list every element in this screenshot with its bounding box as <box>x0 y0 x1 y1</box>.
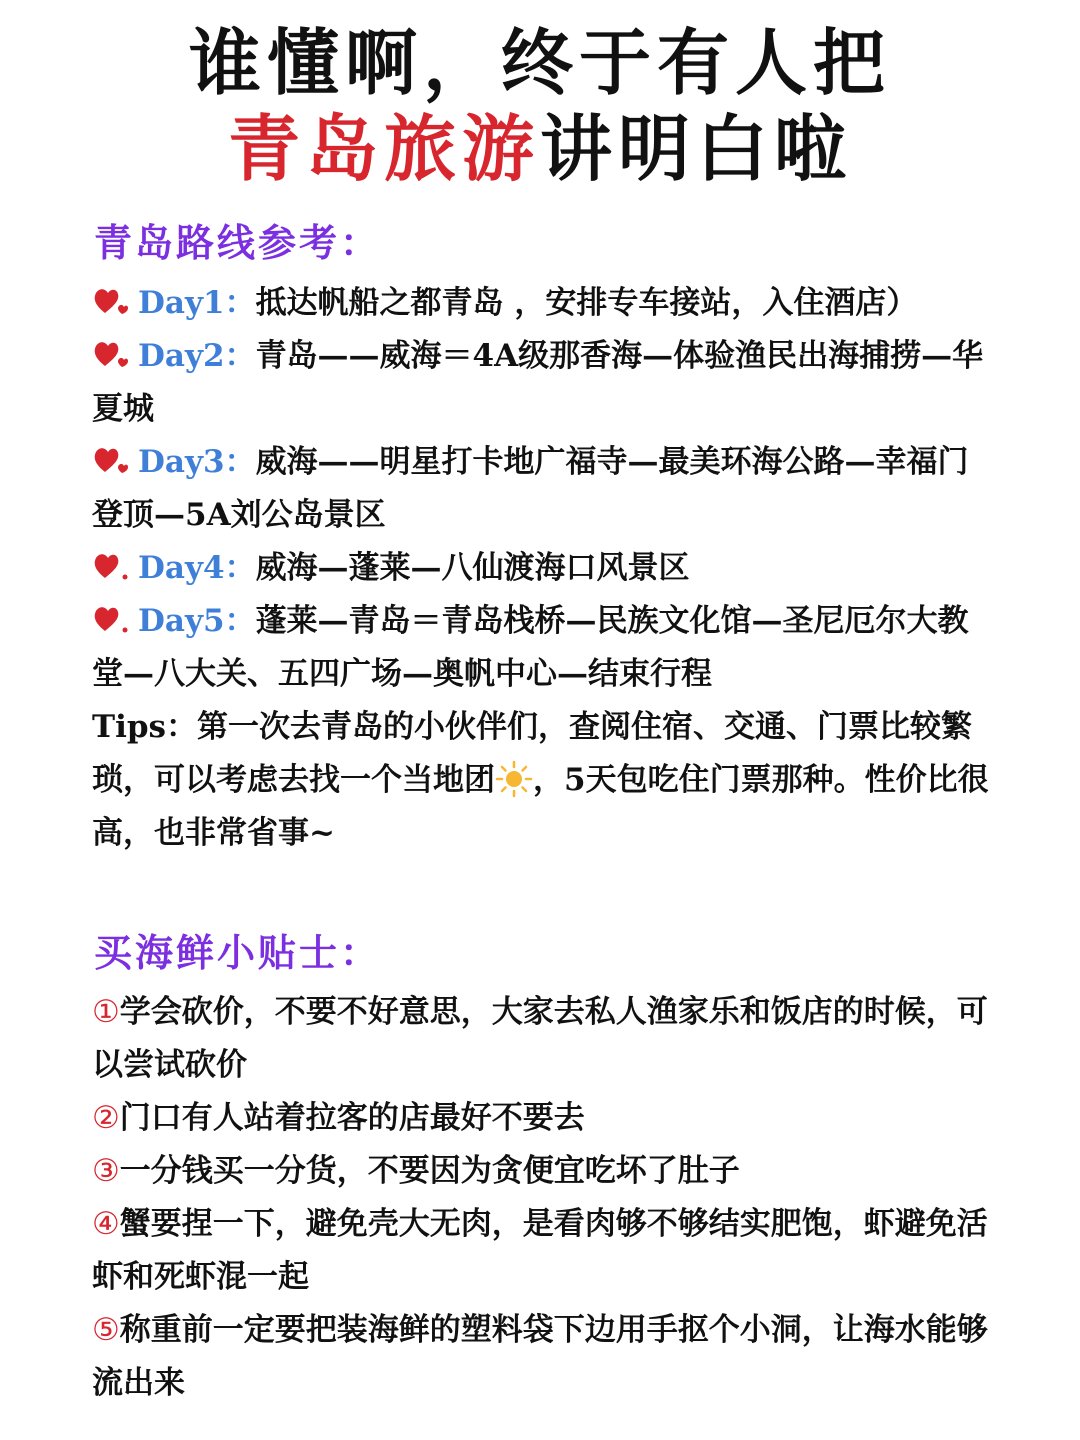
day-label: Day5： <box>138 603 256 639</box>
seafood-tip-5 <box>92 1304 992 1410</box>
heart-icon <box>92 548 136 584</box>
tip-number: ② <box>92 1100 120 1136</box>
route-day-5 <box>92 595 992 701</box>
heart-icon <box>92 442 136 478</box>
seafood-tip-2 <box>92 1092 992 1145</box>
day-text: 青岛——威海＝4A级那香海—体验渔民出海捕捞—华夏城 <box>92 338 984 427</box>
route-day-3 <box>92 436 992 542</box>
tip-text: 蟹要捏一下，避免壳大无肉，是看肉够不够结实肥饱，虾避免活虾和死虾混一起 <box>92 1206 988 1295</box>
heart-icon <box>92 336 136 372</box>
seafood-list <box>92 986 992 1410</box>
day-label: Day2： <box>138 338 256 374</box>
day-text: 威海—蓬莱—八仙渡海口风景区 <box>255 550 690 586</box>
seafood-tip-1 <box>92 986 992 1092</box>
route-section-heading: 青岛路线参考： <box>94 220 382 265</box>
tip-text: 门口有人站着拉客的店最好不要去 <box>119 1100 585 1136</box>
tip-number: ④ <box>92 1206 120 1242</box>
tip-number: ⑤ <box>92 1312 120 1348</box>
tip-text: 学会砍价，不要不好意思，大家去私人渔家乐和饭店的时候，可以尝试砍价 <box>92 994 988 1083</box>
day-label: Day4： <box>138 550 256 586</box>
route-day-2 <box>92 330 992 436</box>
tips-text-start: Tips：第一次去青岛的小伙伴们，查阅住宿、交通、门票比较繁琐，可以考虑去找一个当地团 <box>92 709 972 798</box>
sun-icon <box>495 760 533 798</box>
day-text: 威海——明星打卡地广福寺—最美环海公路—幸福门登顶—5A刘公岛景区 <box>92 444 969 533</box>
tip-number: ① <box>92 994 120 1030</box>
page-title-line-2 <box>0 104 1080 194</box>
page-title-line-1: 谁懂啊，终于有人把 <box>188 21 891 105</box>
day-label: Day1： <box>138 285 256 321</box>
seafood-tip-3 <box>92 1145 992 1198</box>
route-day-4 <box>92 542 992 595</box>
tip-text: 一分钱买一分货，不要因为贪便宜吃坏了肚子 <box>119 1153 740 1189</box>
route-list <box>92 277 992 860</box>
tips-text-end: ，5天包吃住门票那种。性价比很高，也非常省事~ <box>92 762 989 851</box>
tip-text: 称重前一定要把装海鲜的塑料袋下边用手抠个小洞，让海水能够流出来 <box>92 1312 988 1401</box>
day-text: 抵达帆船之都青岛 ，安排专车接站，入住酒店） <box>255 285 918 321</box>
title-highlight: 青岛旅游 <box>227 107 540 191</box>
route-day-1 <box>92 277 992 330</box>
heart-icon <box>92 283 136 319</box>
tip-number: ③ <box>92 1153 120 1189</box>
day-label: Day3： <box>138 444 256 480</box>
heart-icon <box>92 601 136 637</box>
route-tips <box>92 701 992 860</box>
seafood-tip-4 <box>92 1198 992 1304</box>
day-text: 蓬莱—青岛＝青岛栈桥—民族文化馆—圣尼厄尔大教堂—八大关、五四广场—奥帆中心—结束行程 <box>92 603 969 692</box>
title-rest: 讲明白啦 <box>540 107 853 191</box>
seafood-section-heading: 买海鲜小贴士： <box>94 930 382 975</box>
